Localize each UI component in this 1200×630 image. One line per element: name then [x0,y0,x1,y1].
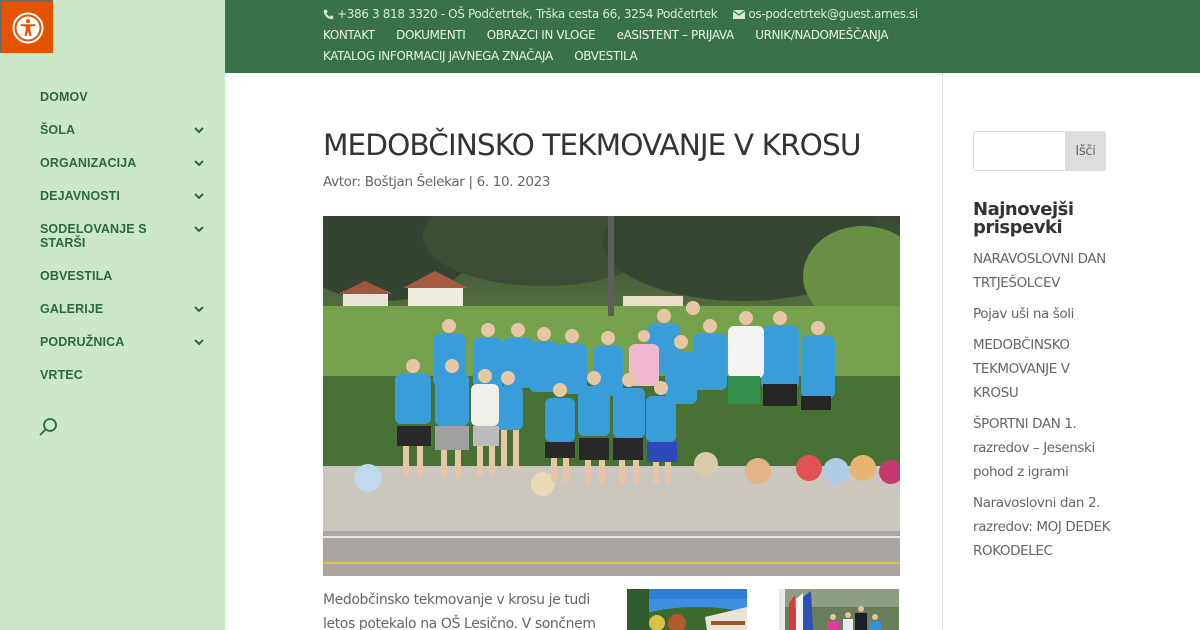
nav-item-sola[interactable] [40,122,205,155]
top-nav-kontakt[interactable]: KONTAKT [323,28,375,42]
nav-item-label: ORGANIZACIJA [40,156,137,170]
search-icon[interactable] [39,417,59,437]
nav-item-label: OBVESTILA [40,269,113,283]
sidebar-search-form [973,131,1106,171]
recent-post-link[interactable]: Naravoslovni dan 2. razredov: MOJ DEDEK ROKODELEC [973,495,1111,559]
top-nav-katalog-informacij[interactable]: KATALOG INFORMACIJ JAVNEGA ZNAČAJA [323,49,553,63]
nav-item-dejavnosti[interactable] [40,188,205,221]
featured-image [323,216,900,576]
content-divider [942,73,943,630]
gallery-thumbnail[interactable] [627,589,747,630]
nav-item-sodelovanje-s-starsi[interactable] [40,221,205,268]
nav-item-obvestila[interactable] [40,268,205,301]
accessibility-button[interactable] [0,0,53,53]
chevron-down-icon [193,158,205,168]
post-title: MEDOBČINSKO TEKMOVANJE V KROSU [323,128,861,162]
recent-post-link[interactable]: ŠPORTNI DAN 1. razredov – Jesenski pohod z igrami [973,416,1095,480]
nav-item-label: PODRUŽNICA [40,335,125,349]
top-nav-easistent-prijava[interactable]: eASISTENT – PRIJAVA [616,28,734,42]
chevron-down-icon [193,224,205,234]
top-nav-obvestila[interactable]: OBVESTILA [574,49,638,63]
nav-item-label: SODELOVANJE S STARŠI [40,222,147,250]
post-meta [323,174,550,190]
top-header [225,0,1200,73]
meta-separator: | [464,174,477,190]
nav-item-label: DEJAVNOSTI [40,189,120,203]
recent-posts-list [973,247,1113,570]
top-nav-dokumenti[interactable]: DOKUMENTI [396,28,466,42]
top-navigation-row-1 [323,28,906,42]
post-excerpt: Medobčinsko tekmovanje v krosu je tudi letos potekalo na OŠ Lesično. V sončnem [323,592,596,630]
nav-item-podruznica[interactable] [40,334,205,367]
gallery-thumbnail[interactable] [779,589,899,630]
search-button[interactable]: Išči [1065,131,1106,171]
post-date: 6. 10. 2023 [476,174,551,190]
nav-item-vrtec[interactable] [40,367,205,400]
nav-item-label: DOMOV [40,90,88,104]
chevron-down-icon [193,304,205,314]
nav-item-label: ŠOLA [40,123,76,137]
phone-icon [323,9,334,20]
envelope-icon [733,10,745,19]
group-photo-illustration [323,216,900,576]
post-author-link[interactable]: Boštjan Šelekar [364,174,465,190]
nav-item-organizacija[interactable] [40,155,205,188]
search-input[interactable] [973,131,1066,171]
left-sidebar [0,0,225,630]
nav-item-domov[interactable] [40,89,205,122]
thumbnail-school-building [627,589,747,630]
recent-post-link[interactable]: NARAVOSLOVNI DAN TRTJEŠOLCEV [973,251,1106,291]
meta-prefix: Avtor: [323,174,365,190]
recent-post-link[interactable]: Pojav uši na šoli [973,306,1074,322]
nav-item-label: VRTEC [40,368,83,382]
chevron-down-icon [193,191,205,201]
chevron-down-icon [193,125,205,135]
phone-address-text: +386 3 818 3320 - OŠ Podčetrtek, Trška cesta 66, 3254 Podčetrtek [337,7,718,21]
chevron-down-icon [193,337,205,347]
email-link[interactable] [733,7,917,21]
top-nav-obrazci-in-vloge[interactable]: OBRAZCI IN VLOGE [486,28,596,42]
main-navigation [40,89,205,400]
nav-item-galerije[interactable] [40,301,205,334]
top-nav-urnik-nadomescanja[interactable]: URNIK/NADOMEŠČANJA [755,28,889,42]
email-text: os-podcetrtek@guest.arnes.si [748,7,918,21]
accessibility-icon [12,12,44,44]
contact-info [323,7,918,21]
thumbnail-flags-kids [779,589,899,630]
nav-item-label: GALERIJE [40,302,104,316]
top-navigation-row-2 [323,49,655,63]
recent-posts-heading: Najnovejši prispevki [973,199,1074,238]
recent-post-link[interactable]: MEDOBČINSKO TEKMOVANJE V KROSU [973,337,1070,401]
